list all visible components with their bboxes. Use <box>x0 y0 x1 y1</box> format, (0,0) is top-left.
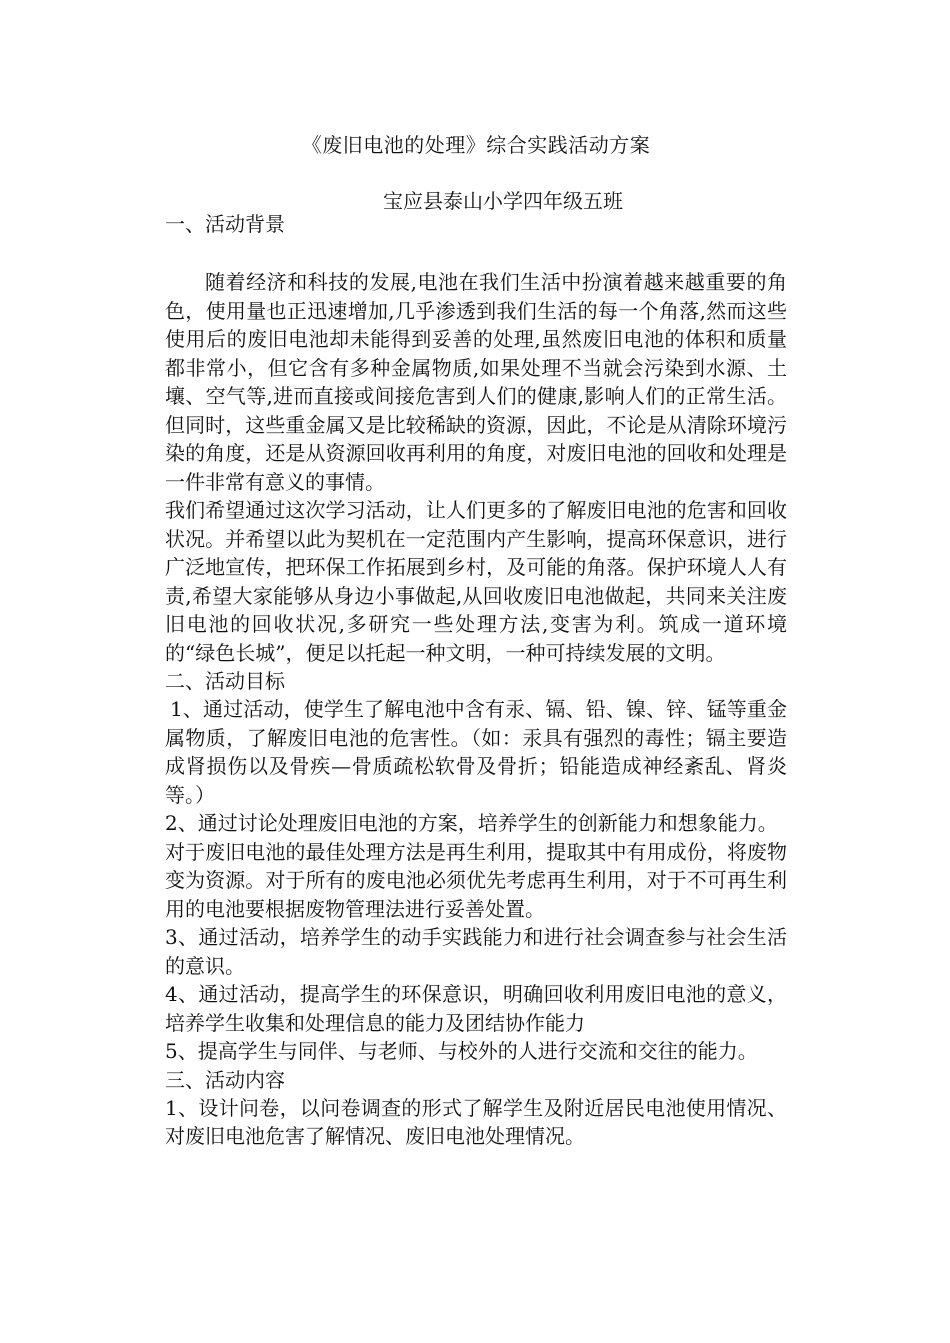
document-body <box>165 210 787 1151</box>
goal-item-2-note: 对于废旧电池的最佳处理方法是再生利用，提取其中有用成份，将废物变为资源。对于所有的废电池必须优先考虑再生利用，对于不可再生利用的电池要根据废物管理法进行妥善处置。 <box>165 839 787 921</box>
section-heading-goals: 二、活动目标 <box>165 669 285 693</box>
blank-line <box>165 238 787 268</box>
content-item-1: 1、设计问卷，以问卷调查的形式了解学生及附近居民电池使用情况、对废旧电池危害了解情况、废旧电池处理情况。 <box>165 1095 787 1148</box>
document-title: 《废旧电池的处理》综合实践活动方案 <box>301 133 651 157</box>
goal-item-3: 3、通过活动，培养学生的动手实践能力和进行社会调查参与社会生活的意识。 <box>165 925 787 978</box>
goal-item-1: 1、通过活动，使学生了解电池中含有汞、镉、铅、镍、锌、锰等重金属物质，了解废旧电池的危害性。（如：汞具有强烈的毒性；镉主要造成肾损伤以及骨疾—骨质疏松软骨及骨折；铅能造成神经紊乱、肾炎等。） <box>165 697 787 807</box>
goal-item-2: 2、通过讨论处理废旧电池的方案，培养学生的创新能力和想象能力。 <box>165 811 778 835</box>
document-author: 宝应县泰山小学四年级五班 <box>383 189 623 213</box>
background-paragraph-1: 随着经济和科技的发展,电池在我们生活中扮演着越来越重要的角色，使用量也正迅速增加,几乎渗透到我们生活的每一个角落,然而这些使用后的废旧电池却未能得到妥善的处理,虽然废旧电池的体积和质量都非常小，但它含有多种金属物质,如果处理不当就会污染到水源、土壤、空气等,进而直接或间接危害到人们的健康,影响人们的正常生活。但同时，这些重金属又是比较稀缺的资源，因此，不论是从清除环境污染的角度，还是从资源回收再利用的角度，对废旧电池的回收和处理是一件非常有意义的事情。 <box>165 270 787 494</box>
goal-item-5: 5、提高学生与同伴、与老师、与校外的人进行交流和交往的能力。 <box>165 1039 758 1063</box>
goal-item-4: 4、通过活动，提高学生的环保意识，明确回收利用废旧电池的意义，培养学生收集和处理信息的能力及团结协作能力 <box>165 982 787 1035</box>
section-heading-background: 一、活动背景 <box>165 212 285 236</box>
background-paragraph-2: 我们希望通过这次学习活动，让人们更多的了解废旧电池的危害和回收状况。并希望以此为契机在一定范围内产生影响，提高环保意识，进行广泛地宣传，把环保工作拓展到乡村，及可能的角落。保护环境人人有责,希望大家能够从身边小事做起,从回收废旧电池做起，共同来关注废旧电池的回收状况,多研究一些处理方法,变害为利。筑成一道环境的“绿色长城”，便足以托起一种文明，一种可持续发展的文明。 <box>165 498 787 665</box>
document-page <box>165 0 787 1343</box>
section-heading-content: 三、活动内容 <box>165 1067 285 1092</box>
